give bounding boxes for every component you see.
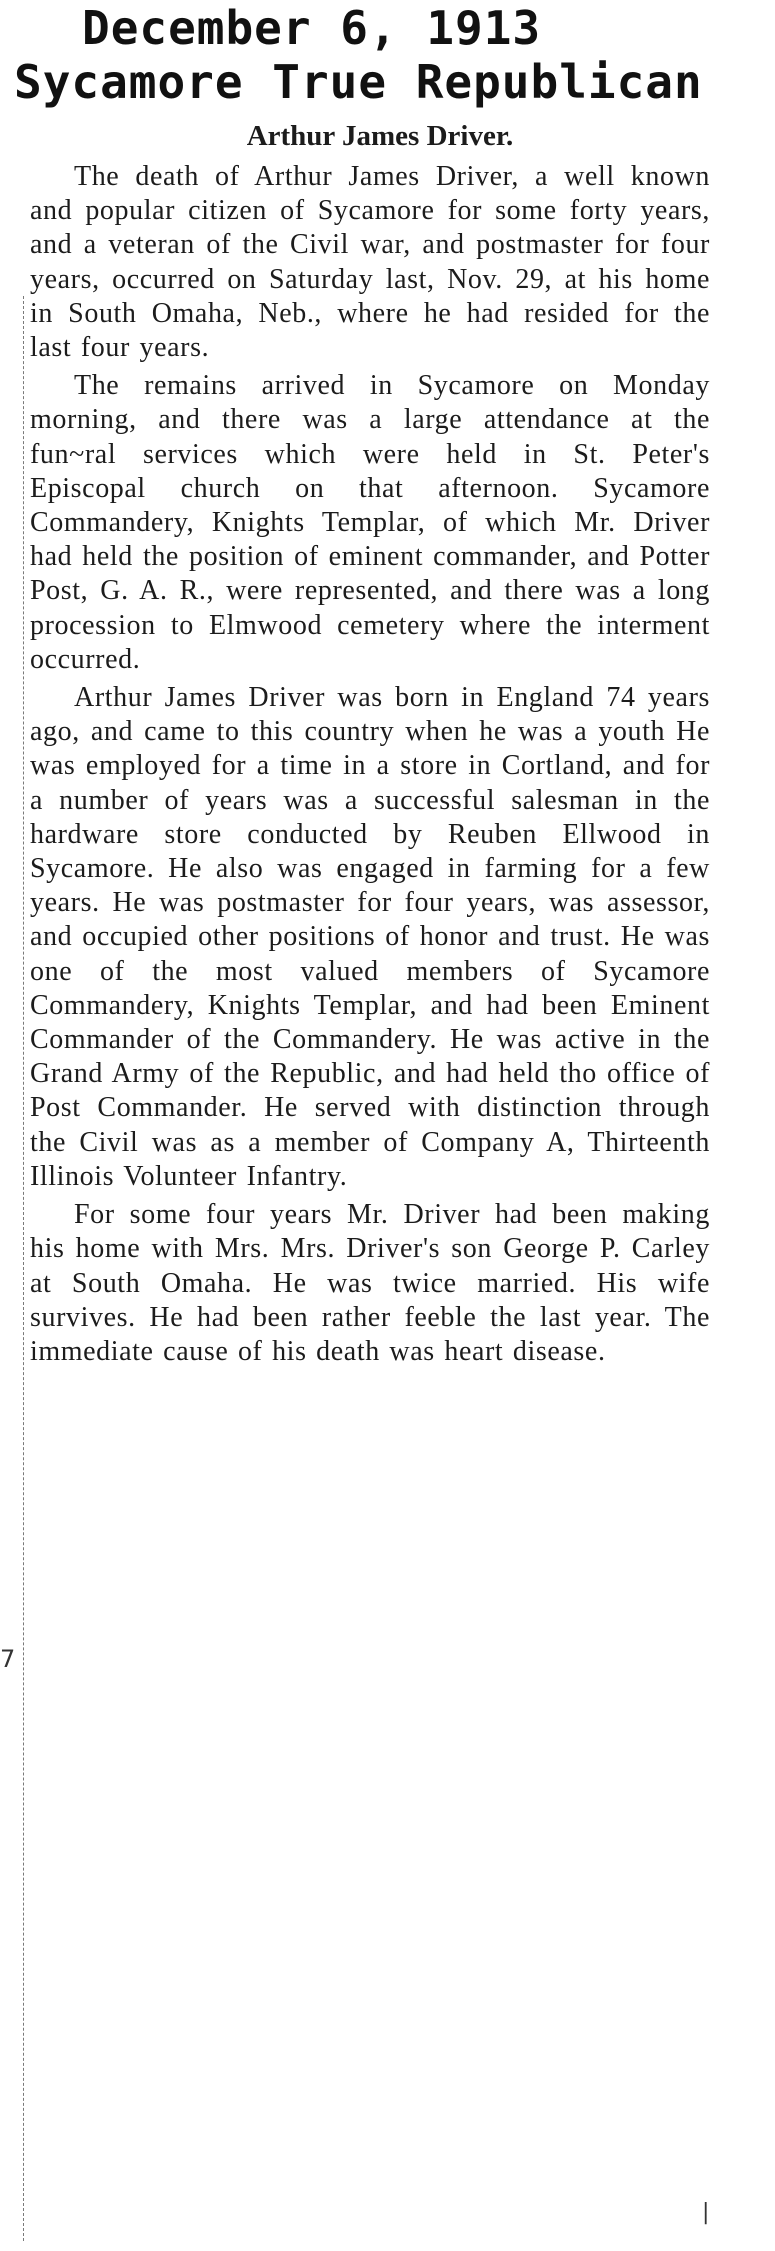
article-paragraph-2: The remains arrived in Sycamore on Monday morning, and there was a large attendance at the fun~ral services which were held in St. Peter's Episcopal church on that afternoon. Sycamore Commandery, Knights Templar, of which Mr. Driver had held the position of eminent commander, and Potter Post, G. A. R., were represented, and there was a long procession to Elmwood cemetery where the interment occurred. [30, 370, 710, 675]
article-headline: Arthur James Driver. [246, 120, 514, 152]
right-margin-mark: | [702, 2200, 710, 2225]
article-paragraph-4: For some four years Mr. Driver had been making his home with Mrs. Mrs. Driver's son George P. Carley at South Omaha. He was twice married. His wife survives. He had been rather feeble the last year. The immediate cause of his death was heart disease. [30, 1199, 710, 1367]
header-newspaper-name: Sycamore True Republican [14, 55, 703, 109]
obituary-article [30, 118, 710, 1373]
article-paragraph-3: Arthur James Driver was born in England 74 years ago, and came to this country when he was a youth He was employed for a time in a store in Cortland, and for a number of years was a successful salesman in the hardware store conducted by Reuben Ellwood in Sycamore. He also was engaged in farming for a few years. He was postmaster for four years, was assessor, and occupied other positions of honor and trust. He was one of the most valued members of Sycamore Commandery, Knights Templar, and had been Eminent Commander of the Commandery. He was active in the Grand Army of the Republic, and had held tho office of Post Commander. He served with distinction through the Civil was as a member of Company A, Thirteenth Illinois Volunteer Infantry. [30, 682, 710, 1192]
article-paragraph-1: The death of Arthur James Driver, a well known and popular citizen of Sycamore for some forty years, and a veteran of the Civil war, and postmaster for four years, occurred on Saturday last, Nov. 29, at his home in South Omaha, Neb., where he had resided for the last four years. [30, 161, 710, 364]
header-date: December 6, 1913 [82, 1, 542, 55]
column-rule-divider [23, 296, 24, 2241]
left-margin-mark: 7 [0, 1645, 16, 1673]
